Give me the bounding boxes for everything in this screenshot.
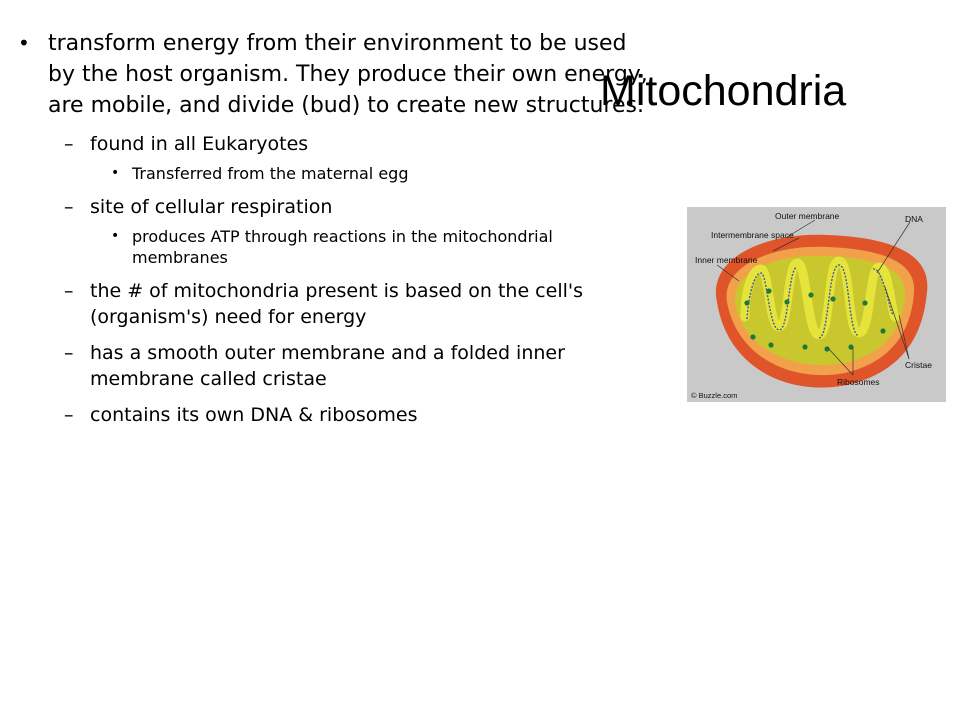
intro-bullet bbox=[18, 28, 648, 121]
bullet-list bbox=[18, 28, 648, 428]
dash-icon: – bbox=[64, 280, 74, 302]
slide-title: Mitochondria bbox=[600, 67, 847, 115]
list-item bbox=[18, 131, 648, 157]
dash-icon: – bbox=[64, 342, 74, 364]
mitochondria-diagram bbox=[687, 207, 946, 402]
dash-icon: – bbox=[64, 133, 74, 155]
bullet-icon: • bbox=[18, 31, 30, 55]
mitochondria-illustration bbox=[687, 207, 946, 402]
label-cristae: Cristae bbox=[905, 360, 932, 370]
intro-text: transform energy from their environment to be used by the host organism. They produce their own energy, are mobile, and divide (bud) to create new structures. bbox=[48, 31, 648, 118]
item-text: found in all Eukaryotes bbox=[90, 133, 309, 155]
item-text: site of cellular respiration bbox=[90, 196, 333, 218]
image-credit: © Buzzle.com bbox=[691, 391, 738, 400]
label-ribosomes: Ribosomes bbox=[837, 377, 880, 387]
list-item bbox=[18, 402, 648, 428]
list-item bbox=[18, 278, 648, 330]
item-text: has a smooth outer membrane and a folded inner membrane called cristae bbox=[90, 342, 565, 390]
label-inner-membrane: Inner membrane bbox=[695, 255, 758, 265]
sub-list-item bbox=[18, 163, 648, 184]
label-outer-membrane: Outer membrane bbox=[775, 211, 840, 221]
bullet-icon: • bbox=[111, 228, 120, 244]
sub-item-text: produces ATP through reactions in the mitochondrial membranes bbox=[132, 227, 553, 267]
dash-icon: – bbox=[64, 196, 74, 218]
bullet-icon: • bbox=[111, 165, 120, 181]
sub-list-item bbox=[18, 226, 648, 268]
list-item bbox=[18, 194, 648, 220]
dash-icon: – bbox=[64, 404, 74, 426]
item-text: the # of mitochondria present is based on the cell's (organism's) need for energy bbox=[90, 280, 583, 328]
list-item bbox=[18, 340, 648, 392]
label-intermembrane-space: Intermembrane space bbox=[711, 230, 794, 240]
label-dna: DNA bbox=[905, 214, 923, 224]
sub-item-text: Transferred from the maternal egg bbox=[132, 164, 409, 183]
item-text: contains its own DNA & ribosomes bbox=[90, 404, 418, 426]
